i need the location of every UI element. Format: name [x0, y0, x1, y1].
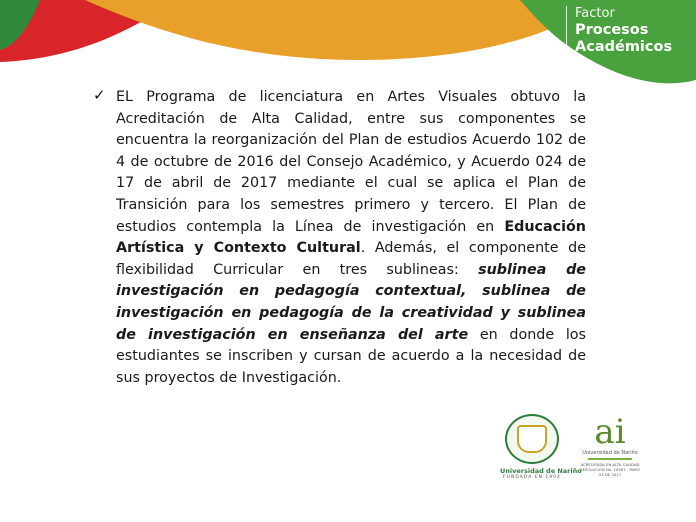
ai-accreditation-line1: ACREDITADA EN ALTA CALIDAD [580, 462, 640, 467]
bold-emphasis: Educación Artística y Contexto Cultural [116, 218, 586, 257]
ai-divider [588, 458, 632, 460]
sublineas-emphasis: sublinea de investigación en pedagogía contextual, sublinea de investigación en pedagogía de la creatividad y sublinea de investigación en enseñanza del arte [116, 261, 586, 343]
ai-university-name: Universidad de Nariño [582, 450, 638, 456]
accreditation-logo [578, 414, 642, 477]
university-seal-icon [505, 414, 559, 464]
factor-title-line2: Académicos [575, 39, 673, 55]
factor-title-line1: Procesos [575, 22, 649, 38]
udn-name: Universidad de Nariño [500, 467, 582, 475]
ai-accreditation-line2: RESOLUCIÓN No. 10567 - MAYO 23 DE 2017 [580, 467, 640, 477]
factor-label: Factor [575, 6, 615, 21]
udn-founded: FUNDADA EN 1904 [503, 475, 561, 480]
paragraph-text-2: . Además, el componente de flexibilidad Curricular en tres sublineas: [116, 240, 586, 278]
universidad-narino-logo [500, 414, 582, 480]
ai-mark: ai [594, 412, 626, 452]
factor-title [566, 6, 696, 56]
paragraph-text-3: en donde los estudiantes se inscriben y cursan de acuerdo a la necesidad de sus proyectos de Investigación. [116, 326, 586, 386]
body-paragraph [116, 87, 586, 389]
orange-wave-shape [85, 0, 600, 60]
paragraph-text-1: EL Programa de licenciatura en Artes Visuales obtuvo la Acreditación de Alta Calidad, entre sus componentes se encuentra la reorganización del Plan de estudios Acuerdo 102 de 4 de octubre de 2016 del Consejo Académico, y Acuerdo 024 de 17 de abril de 2017 mediante el cual se aplica el Plan de Transición para los semestres primero y tercero. El Plan de estudios contempla la Línea de investigación en [116, 89, 586, 235]
check-mark-icon: ✓ [93, 86, 106, 104]
